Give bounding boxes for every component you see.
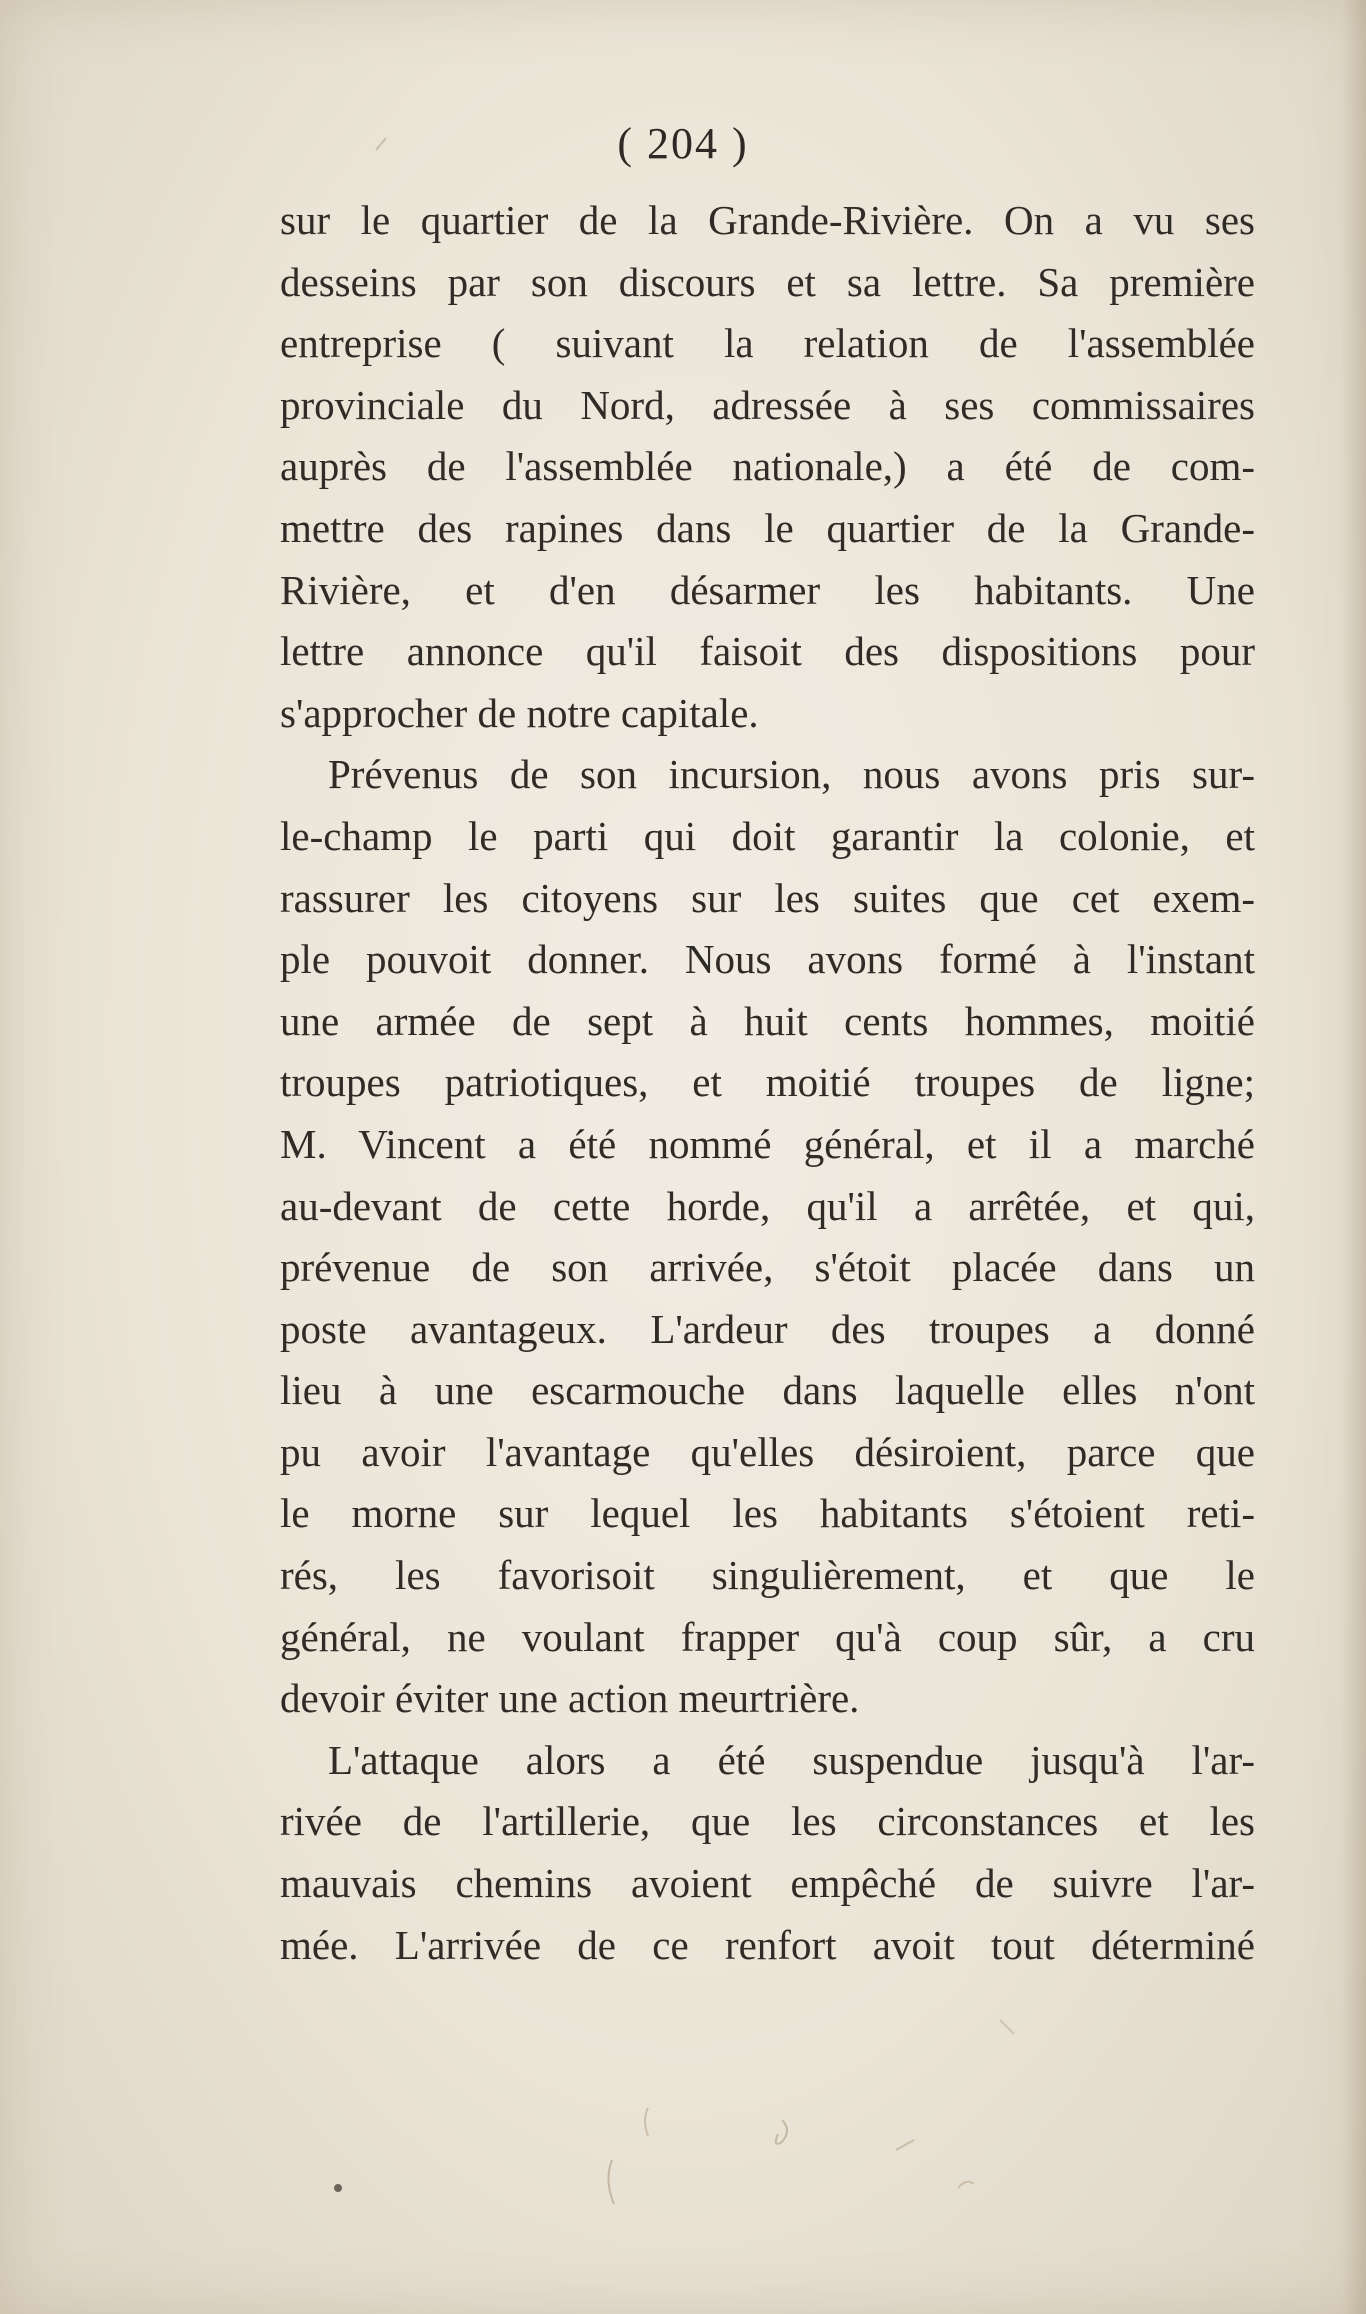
text-line: entreprise ( suivant la relation de l'assemblée xyxy=(280,320,1255,367)
text-line: s'approcher de notre capitale. xyxy=(280,689,759,736)
speck-mark xyxy=(776,2120,787,2144)
text-line: provinciale du Nord, adressée à ses commissaires xyxy=(280,381,1255,428)
speck-mark xyxy=(645,2108,648,2136)
page-right-edge xyxy=(1342,0,1366,2314)
speck-mark xyxy=(608,2160,614,2204)
text-line: une armée de sept à huit cents hommes, moitié xyxy=(280,997,1255,1044)
text-line: M. Vincent a été nommé général, et il a marché xyxy=(280,1120,1255,1167)
text-line: général, ne voulant frapper qu'à coup sûr, a cru xyxy=(280,1613,1255,1660)
speck-mark xyxy=(958,2182,974,2188)
text-line: troupes patriotiques, et moitié troupes de ligne; xyxy=(280,1059,1255,1106)
text-line: mée. L'arrivée de ce renfort avoit tout déterminé xyxy=(280,1921,1255,1968)
text-line: desseins par son discours et sa lettre. Sa première xyxy=(280,258,1255,305)
text-line: rassurer les citoyens sur les suites que cet exem- xyxy=(280,874,1255,921)
paragraph-3 xyxy=(280,1730,1255,1976)
text-line: lettre annonce qu'il faisoit des dispositions pour xyxy=(280,628,1255,675)
text-line: le morne sur lequel les habitants s'étoient reti- xyxy=(280,1490,1255,1537)
text-line: Prévenus de son incursion, nous avons pris sur- xyxy=(328,751,1255,798)
paragraph-1 xyxy=(280,190,1255,744)
text-line: prévenue de son arrivée, s'étoit placée dans un xyxy=(280,1244,1255,1291)
text-line: sur le quartier de la Grande-Rivière. On a vu ses xyxy=(280,197,1255,243)
text-line: devoir éviter une action meurtrière. xyxy=(280,1675,860,1722)
speck-mark xyxy=(1000,2020,1014,2034)
text-line: mettre des rapines dans le quartier de la Grande- xyxy=(280,504,1255,551)
speck-mark xyxy=(896,2140,914,2150)
paragraph-2 xyxy=(280,744,1255,1730)
text-line: ple pouvoit donner. Nous avons formé à l'instant xyxy=(280,936,1255,983)
text-line: mauvais chemins avoient empêché de suivre l'ar- xyxy=(280,1860,1255,1907)
text-line: L'attaque alors a été suspendue jusqu'à l'ar- xyxy=(328,1736,1255,1783)
text-line: pu avoir l'avantage qu'elles désiroient, parce que xyxy=(280,1428,1255,1475)
text-line: le-champ le parti qui doit garantir la colonie, et xyxy=(280,812,1255,859)
text-line: rivée de l'artillerie, que les circonstances et les xyxy=(280,1798,1255,1845)
text-line: poste avantageux. L'ardeur des troupes a donné xyxy=(280,1305,1255,1352)
text-line: Rivière, et d'en désarmer les habitants. Une xyxy=(280,566,1255,613)
page-number: ( 204 ) xyxy=(617,119,749,168)
text-line: auprès de l'assemblée nationale,) a été de com- xyxy=(280,443,1255,490)
speck-mark xyxy=(334,2184,342,2192)
text-line: au-devant de cette horde, qu'il a arrêtée, et qui, xyxy=(280,1182,1255,1229)
text-line: lieu à une escarmouche dans laquelle elles n'ont xyxy=(280,1367,1255,1414)
text-line: rés, les favorisoit singulièrement, et que le xyxy=(280,1552,1255,1599)
body-text xyxy=(280,190,1255,1976)
